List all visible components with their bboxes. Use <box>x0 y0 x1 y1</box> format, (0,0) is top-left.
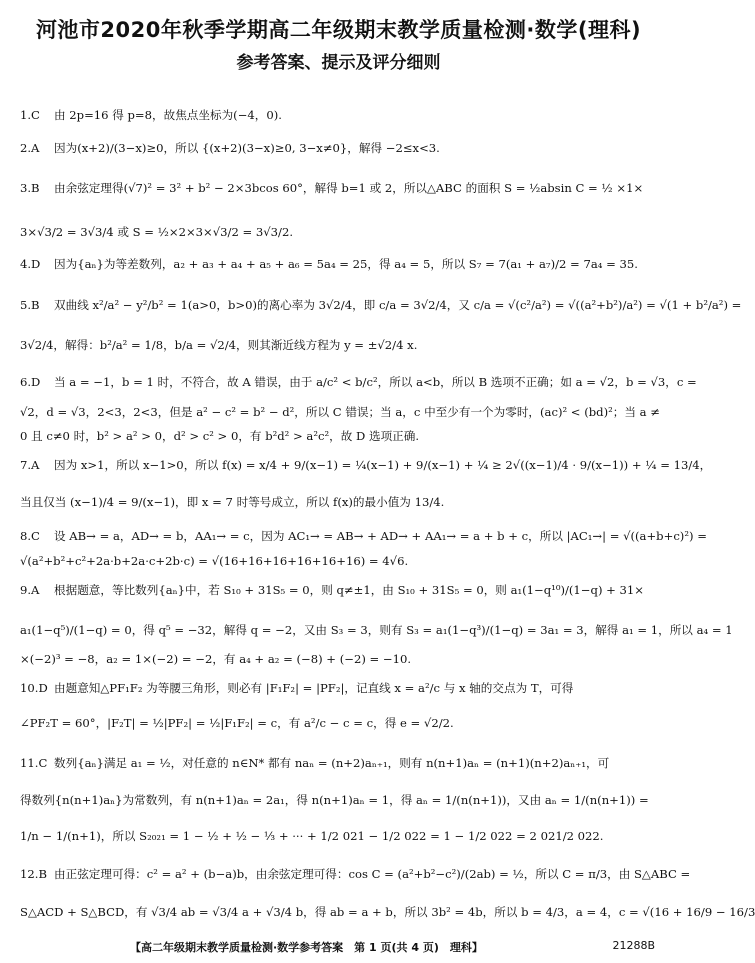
answer-text: 因为(x+2)/(3−x)≥0，所以 {(x+2)(3−x)≥0, 3−x≠0}，解得 −2≤x<3. <box>54 141 440 155</box>
answer-5 <box>20 297 742 313</box>
answer-text: 1/n − 1/(n+1)，所以 S₂₀₂₁ = 1 − ½ + ½ − ⅓ + ··· + 1/2 021 − 1/2 022 = 1 − 1/2 022 = 2 021/2 022. <box>20 829 604 843</box>
page-subtitle: 参考答案、提示及评分细则 <box>236 53 441 73</box>
answer-text: ×(−2)³ = −8，a₂ = 1×(−2) = −2，有 a₄ + a₂ = (−8) + (−2) = −10. <box>20 652 412 666</box>
answer-number: 2.A <box>20 141 40 155</box>
answer-9 <box>20 582 660 598</box>
answer-text: 数列{aₙ}满足 a₁ = ½，对任意的 n∈N* 都有 naₙ = (n+2)aₙ₊₁，则有 n(n+1)aₙ = (n+1)(n+2)aₙ₊₁，可 <box>54 756 610 770</box>
answer-8 <box>20 528 707 544</box>
answer-text: 3×√3/2 = 3√3/4 或 S = ½×2×3×√3/2 = 3√3/2. <box>20 225 294 239</box>
answer-2 <box>20 140 660 156</box>
answer-number: 1.C <box>20 108 40 122</box>
answer-7-line-2 <box>20 494 660 510</box>
answer-10-line-2 <box>20 715 660 731</box>
footer-caption: 【高二年级期末教学质量检测·数学参考答案 第 1 页(共 4 页) 理科】 <box>130 941 483 954</box>
answer-text: S△ACD + S△BCD，有 √3/4 ab = √3/4 a + √3/4 b，得 ab = a + b，所以 3b² = 4b，所以 b = 4/3，a = 4，c = √(16 + 16/9 − 16/3 <box>20 905 755 919</box>
answer-text: 当 a = −1，b = 1 时，不符合，故 A 错误，由于 a/c² < b/c²，所以 a<b，所以 B 选项不正确；如 a = √2，b = √3，c = <box>54 375 697 389</box>
answer-9-line-2 <box>20 622 733 638</box>
answer-3-line-2 <box>20 224 660 240</box>
answer-number: 8.C <box>20 529 40 543</box>
answer-text: 因为{aₙ}为等差数列，a₂ + a₃ + a₄ + a₅ + a₆ = 5a₄ = 25，得 a₄ = 5，所以 S₇ = 7(a₁ + a₇)/2 = 7a₄ = 35. <box>54 257 638 271</box>
answer-text: 由 2p=16 得 p=8，故焦点坐标为(−4，0). <box>54 108 282 122</box>
answer-12 <box>20 866 691 882</box>
answer-text: √(a²+b²+c²+2a·b+2a·c+2b·c) = √(16+16+16+16+16+16) = 4√6. <box>20 554 409 568</box>
answer-text: 根据题意，等比数列{aₙ}中，若 S₁₀ + 31S₅ = 0，则 q≠±1，由 S₁₀ + 31S₅ = 0，则 a₁(1−q¹⁰)/(1−q) + 31× <box>54 583 645 597</box>
answer-text: √2，d = √3，2<3，2<3，但是 a² − c² = b² − d²，所以 C 错误；当 a，c 中至少有一个为零时，(ac)² < (bd)²；当 a ≠ <box>20 405 660 419</box>
answer-number: 6.D <box>20 375 41 389</box>
answer-11-line-3 <box>20 828 660 844</box>
answer-10 <box>20 680 660 696</box>
answer-number: 5.B <box>20 298 40 312</box>
answer-number: 7.A <box>20 458 40 472</box>
answer-text: 由题意知△PF₁F₂ 为等腰三角形，则必有 |F₁F₂| = |PF₂|，记直线 x = a²/c 与 x 轴的交点为 T，可得 <box>54 681 574 695</box>
answer-text: 当且仅当 (x−1)/4 = 9/(x−1)，即 x = 7 时等号成立，所以 f(x)的最小值为 13/4. <box>20 495 445 509</box>
answer-number: 10.D <box>20 681 48 695</box>
answer-1 <box>20 107 660 123</box>
document-code: 21288B <box>612 939 655 952</box>
answer-text: 3√2/4，解得：b²/a² = 1/8，b/a = √2/4，则其渐近线方程为 y = ±√2/4 x. <box>20 338 418 352</box>
answer-number: 4.D <box>20 257 41 271</box>
answer-number: 3.B <box>20 181 40 195</box>
answer-text: a₁(1−q⁵)/(1−q) = 0，得 q⁵ = −32，解得 q = −2，又由 S₃ = 3，则有 S₃ = a₁(1−q³)/(1−q) = 3a₁ = 3，解得 a₁ = 1，所以 a₄ = 1 <box>20 623 733 637</box>
answer-6 <box>20 374 697 390</box>
answer-text: 设 AB→ = a，AD→ = b，AA₁→ = c，因为 AC₁→ = AB→ + AD→ + AA₁→ = a + b + c，所以 |AC₁→| = √((a+b+c)²) = <box>54 529 707 543</box>
answer-text: 双曲线 x²/a² − y²/b² = 1(a>0，b>0)的离心率为 3√2/4，即 c/a = 3√2/4，又 c/a = √(c²/a²) = √((a²+b²)/a²) = √(1 + b²/a²) = <box>54 298 742 312</box>
answer-3 <box>20 180 660 196</box>
page-title: 河池市2020年秋季学期高二年级期末教学质量检测·数学(理科) <box>35 18 642 42</box>
answer-text: 0 且 c≠0 时，b² > a² > 0，d² > c² > 0，有 b²d² > a²c²，故 D 选项正确. <box>20 429 420 443</box>
answer-9-line-3 <box>20 651 660 667</box>
answer-number: 12.B <box>20 867 47 881</box>
answer-8-line-2 <box>20 554 660 568</box>
answer-text: 由余弦定理得(√7)² = 3² + b² − 2×3bcos 60°，解得 b=1 或 2，所以△ABC 的面积 S = ½absin C = ½ ×1× <box>54 181 644 195</box>
answer-12-line-2 <box>20 904 755 920</box>
answer-11 <box>20 755 660 771</box>
answer-11-line-2 <box>20 792 660 808</box>
answer-7 <box>20 457 712 473</box>
answer-4 <box>20 256 660 272</box>
answer-text: 因为 x>1，所以 x−1>0，所以 f(x) = x/4 + 9/(x−1) = ¼(x−1) + 9/(x−1) + ¼ ≥ 2√((x−1)/4 · 9/(x−1)) + ¼ = 13/4， <box>54 458 712 472</box>
answer-text: 由正弦定理可得：c² = a² + (b−a)b，由余弦定理可得：cos C = (a²+b²−c²)/(2ab) = ½，所以 C = π/3，由 S△ABC = <box>54 867 691 881</box>
answer-5-line-2 <box>20 337 660 353</box>
answer-6-line-3 <box>20 428 660 444</box>
answer-number: 9.A <box>20 583 40 597</box>
answer-text: ∠PF₂T = 60°，|F₂T| = ½|PF₂| = ½|F₁F₂| = c，有 a²/c − c = c，得 e = √2/2. <box>20 716 454 730</box>
answer-number: 11.C <box>20 756 48 770</box>
answer-6-line-2 <box>20 404 660 420</box>
answer-text: 得数列{n(n+1)aₙ}为常数列，有 n(n+1)aₙ = 2a₁，得 n(n+1)aₙ = 1，得 aₙ = 1/(n(n+1))，又由 aₙ = 1/(n(n+1)) = <box>20 793 649 807</box>
